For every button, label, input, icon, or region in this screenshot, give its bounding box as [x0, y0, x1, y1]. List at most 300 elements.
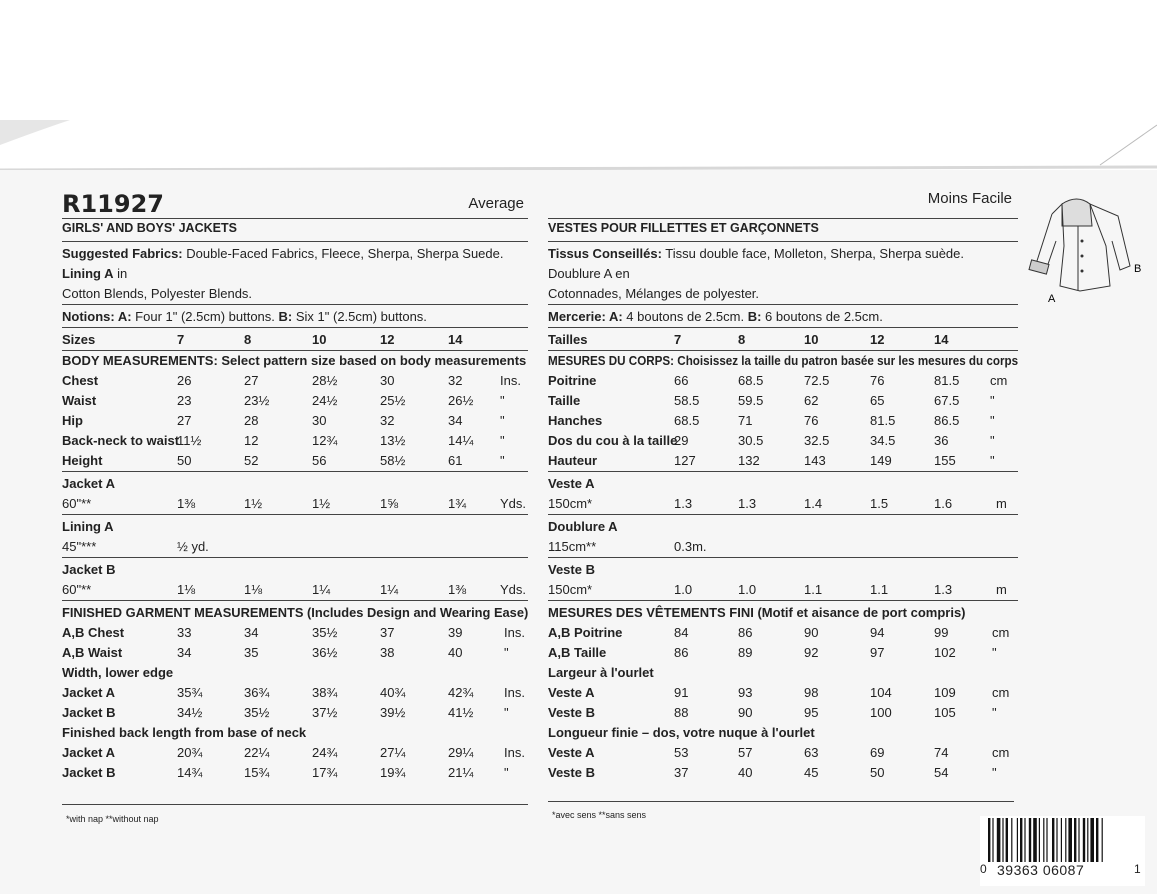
width-heading-fr [548, 663, 1018, 683]
width-heading [62, 663, 528, 683]
jacket-sketch-icon [1022, 186, 1152, 306]
value-cell: 102 [934, 645, 956, 660]
value-cell: 57 [738, 745, 753, 760]
value-cell: 92 [804, 645, 819, 660]
row-label: Veste A [548, 745, 595, 760]
yardage-cell: 1.0 [738, 582, 757, 597]
row-label: Veste B [548, 765, 595, 780]
header [62, 190, 528, 219]
yardage-cell: 1.1 [870, 582, 889, 597]
notions-b-label: B: [274, 309, 293, 324]
value-cell: 30 [312, 413, 327, 428]
value-cell: 22¼ [244, 745, 270, 760]
row-label: A,B Chest [62, 625, 125, 640]
table-row [62, 763, 528, 783]
barcode-bar [1056, 818, 1057, 862]
sizes-row-fr [548, 328, 1018, 351]
jacket-b-label: Jacket B [62, 562, 116, 577]
value-cell: 38 [380, 645, 395, 660]
lining-a-yardage-row [62, 537, 528, 558]
row-label: Jacket A [62, 745, 115, 760]
value-cell: 17¾ [312, 765, 338, 780]
fabrics-label-fr: Tissus Conseillés: [548, 246, 662, 261]
size-cell: 12 [870, 332, 885, 347]
unit-cell: cm [992, 685, 1010, 700]
lining-a-label-row [62, 517, 528, 537]
value-cell: 11½ [177, 433, 202, 448]
value-cell: 62 [804, 393, 819, 408]
barcode-bar [1043, 818, 1044, 862]
header-fr [548, 190, 1018, 218]
lining-a-width: 45"*** [62, 539, 97, 554]
barcode-right-digit: 1 [1134, 862, 1141, 876]
table-row [62, 391, 528, 411]
notions-b-text: Six 1" (2.5cm) buttons. [292, 309, 427, 324]
barcode-number: 39363 06087 [997, 862, 1085, 878]
yardage-cell: 1.0 [674, 582, 693, 597]
value-cell: 104 [870, 685, 892, 700]
label-a: A [1048, 293, 1056, 305]
row-label: Chest [62, 373, 99, 388]
value-cell: 58½ [380, 453, 406, 468]
value-cell: 39 [448, 625, 463, 640]
notions-text-fr: 4 boutons de 2.5cm. [622, 309, 745, 324]
value-cell: 155 [934, 453, 956, 468]
yardage-cell: 1.4 [804, 496, 823, 511]
value-cell: 63 [804, 745, 819, 760]
width-table [62, 683, 528, 723]
body-table [62, 371, 528, 472]
barcode-bar [1029, 818, 1031, 862]
value-cell: 37 [674, 765, 689, 780]
unit-cell: Ins. [504, 745, 525, 760]
value-cell: 76 [870, 373, 885, 388]
value-cell: 35½ [312, 625, 338, 640]
value-cell: 39½ [380, 705, 406, 720]
width-heading-text: Width, lower edge [62, 665, 174, 680]
size-cell: 7 [177, 332, 185, 347]
finished-table-fr [548, 623, 1018, 663]
value-cell: 40 [448, 645, 463, 660]
value-cell: 32.5 [804, 433, 830, 448]
barcode-bar [1102, 818, 1103, 862]
unit-cell: " [992, 645, 997, 660]
value-cell: 86 [674, 645, 689, 660]
value-cell: 56 [312, 453, 327, 468]
unit-cell: " [990, 433, 995, 448]
barcode-bar [1083, 818, 1085, 862]
body-heading [62, 351, 528, 371]
table-row [548, 643, 1018, 663]
veste-b-width: 150cm* [548, 582, 593, 597]
value-cell: 37½ [312, 705, 338, 720]
value-cell: 36¾ [244, 685, 270, 700]
value-cell: 52 [244, 453, 259, 468]
unit-cell: cm [990, 373, 1008, 388]
value-cell: 76 [804, 413, 819, 428]
size-cell: 14 [448, 332, 463, 347]
barcode-bars [988, 818, 1138, 862]
jacket-b-label-row [62, 560, 528, 580]
fabrics-label: Suggested Fabrics: [62, 246, 183, 261]
table-row [548, 431, 1018, 451]
fabrics-line2-fr: Cotonnades, Mélanges de polyester. [548, 284, 1018, 305]
notions-text: Four 1" (2.5cm) buttons. [131, 309, 275, 324]
yardage-cell: ½ yd. [177, 539, 209, 554]
barcode-bar [997, 818, 1001, 862]
yardage-cell: 1¾ [448, 496, 467, 511]
row-label: A,B Waist [62, 645, 123, 660]
doublure-a-label: Doublure A [548, 519, 618, 534]
row-label: A,B Taille [548, 645, 607, 660]
size-cell: 10 [804, 332, 819, 347]
value-cell: 143 [804, 453, 826, 468]
value-cell: 27 [244, 373, 259, 388]
value-cell: 12 [244, 433, 259, 448]
barcode-bar [988, 818, 990, 862]
table-row [548, 451, 1018, 471]
unit-cell: m [996, 496, 1007, 511]
value-cell: 35½ [244, 705, 270, 720]
row-label: Height [62, 453, 103, 468]
table-row [548, 411, 1018, 431]
value-cell: 100 [870, 705, 892, 720]
table-row [62, 431, 528, 451]
value-cell: 81.5 [870, 413, 896, 428]
unit-cell: " [990, 413, 995, 428]
value-cell: 23½ [244, 393, 270, 408]
value-cell: 90 [738, 705, 753, 720]
value-cell: 34 [448, 413, 463, 428]
yardage-cell: 1.6 [934, 496, 953, 511]
value-cell: 38¾ [312, 685, 338, 700]
value-cell: 84 [674, 625, 689, 640]
table-row [62, 371, 528, 391]
barcode-bar [1017, 818, 1018, 862]
notions [62, 305, 528, 328]
value-cell: 28 [244, 413, 259, 428]
value-cell: 45 [804, 765, 819, 780]
notions-b-text-fr: 6 boutons de 2.5cm. [761, 309, 883, 324]
finished-heading-text-fr: MESURES DES VÊTEMENTS FINI (Motif et aisance de port compris) [548, 605, 966, 620]
unit-cell: " [504, 645, 509, 660]
veste-b-label: Veste B [548, 562, 595, 577]
table-row [62, 623, 528, 643]
fabrics-line2: Cotton Blends, Polyester Blends. [62, 284, 528, 305]
label-b: B [1134, 263, 1142, 275]
value-cell: 14¾ [177, 765, 203, 780]
value-cell: 13½ [380, 433, 406, 448]
value-cell: 42¾ [448, 685, 474, 700]
length-heading-text-fr: Longueur finie – dos, votre nuque à l'ourlet [548, 725, 815, 740]
yardage-cell: 1⅛ [244, 582, 263, 597]
barcode-bar [1011, 818, 1012, 862]
value-cell: 67.5 [934, 393, 960, 408]
value-cell: 72.5 [804, 373, 830, 388]
value-cell: 66 [674, 373, 689, 388]
yardage-cell: 1¼ [312, 582, 331, 597]
lining-label: Lining A [62, 266, 114, 281]
table-row [548, 391, 1018, 411]
barcode-bar [1087, 818, 1088, 862]
barcode-bar [1006, 818, 1008, 862]
value-cell: 26½ [448, 393, 474, 408]
footnote-rule-fr [548, 801, 1014, 802]
body-heading-text: BODY MEASUREMENTS: Select pattern size based on body measurements [62, 353, 527, 368]
barcode-bar [1002, 818, 1003, 862]
english-column [62, 190, 528, 783]
value-cell: 29 [674, 433, 689, 448]
table-row [62, 683, 528, 703]
barcode-bar [1033, 818, 1037, 862]
sizes-label-fr: Tailles [548, 332, 588, 347]
unit-cell: cm [992, 745, 1010, 760]
difficulty-label: Average [468, 195, 524, 212]
jacket-a-width: 60"** [62, 496, 92, 511]
table-row [548, 703, 1018, 723]
value-cell: 24¾ [312, 745, 338, 760]
unit-cell: cm [992, 625, 1010, 640]
unit-cell: Ins. [504, 685, 525, 700]
table-row [62, 743, 528, 763]
value-cell: 54 [934, 765, 949, 780]
value-cell: 68.5 [738, 373, 764, 388]
value-cell: 25½ [380, 393, 406, 408]
row-label: Taille [548, 393, 581, 408]
value-cell: 105 [934, 705, 956, 720]
jacket-b-width: 60"** [62, 582, 92, 597]
value-cell: 15¾ [244, 765, 270, 780]
value-cell: 90 [804, 625, 819, 640]
width-heading-text-fr: Largeur à l'ourlet [548, 665, 654, 680]
value-cell: 23 [177, 393, 192, 408]
body-heading-fr [548, 351, 1018, 371]
unit-cell: " [990, 393, 995, 408]
finished-heading [62, 603, 528, 623]
length-table-fr [548, 743, 1018, 783]
yardage-cell: 1⅜ [448, 582, 467, 597]
value-cell: 40¾ [380, 685, 406, 700]
lining-a-label: Lining A [62, 519, 114, 534]
value-cell: 58.5 [674, 393, 700, 408]
yardage-cell: 1⅛ [177, 582, 196, 597]
row-label: Veste A [548, 685, 595, 700]
value-cell: 29¼ [448, 745, 474, 760]
footnote-rule [62, 804, 528, 805]
value-cell: 97 [870, 645, 885, 660]
finished-heading-text: FINISHED GARMENT MEASUREMENTS (Includes Design and Wearing Ease) [62, 605, 529, 620]
sizes-row [62, 328, 528, 351]
row-label: Jacket B [62, 705, 116, 720]
value-cell: 32 [380, 413, 395, 428]
unit-cell: Ins. [500, 373, 521, 388]
unit-cell: " [504, 705, 509, 720]
yardage-cell: 0.3m. [674, 539, 707, 554]
value-cell: 68.5 [674, 413, 700, 428]
value-cell: 41½ [448, 705, 474, 720]
value-cell: 30 [380, 373, 395, 388]
value-cell: 27 [177, 413, 192, 428]
value-cell: 53 [674, 745, 689, 760]
value-cell: 37 [380, 625, 395, 640]
value-cell: 19¾ [380, 765, 406, 780]
yardage-cell: 1.3 [738, 496, 757, 511]
french-column [548, 190, 1018, 783]
unit-cell: m [996, 582, 1007, 597]
barcode-bar [1074, 818, 1076, 862]
value-cell: 36½ [312, 645, 338, 660]
pattern-code: R11927 [62, 190, 164, 218]
suggested-fabrics [62, 242, 528, 284]
value-cell: 94 [870, 625, 885, 640]
unit-cell: " [504, 765, 509, 780]
barcode-bar [1065, 818, 1066, 862]
value-cell: 40 [738, 765, 753, 780]
value-cell: 59.5 [738, 393, 764, 408]
value-cell: 35 [244, 645, 259, 660]
unit-cell: Yds. [500, 582, 527, 597]
pattern-title-fr: VESTES POUR FILLETTES ET GARÇONNETS [548, 218, 1018, 242]
unit-cell: Ins. [504, 625, 525, 640]
value-cell: 14¼ [448, 433, 474, 448]
value-cell: 34 [244, 625, 259, 640]
barcode-bar [1068, 818, 1072, 862]
barcode-bar [1078, 818, 1079, 862]
value-cell: 21¼ [448, 765, 474, 780]
length-heading-fr [548, 723, 1018, 743]
lining-text: in [113, 266, 128, 281]
value-cell: 35¾ [177, 685, 203, 700]
value-cell: 86.5 [934, 413, 960, 428]
value-cell: 149 [870, 453, 892, 468]
yardage-cell: 1.5 [870, 496, 889, 511]
footnote-fr: *avec sens **sans sens [552, 810, 647, 820]
size-cell: 10 [312, 332, 327, 347]
barcode-bar [1052, 818, 1054, 862]
value-cell: 34 [177, 645, 192, 660]
value-cell: 99 [934, 625, 949, 640]
barcode-bar [1024, 818, 1025, 862]
value-cell: 26 [177, 373, 192, 388]
notions-fr [548, 305, 1018, 328]
size-cell: 12 [380, 332, 395, 347]
value-cell: 109 [934, 685, 956, 700]
row-label: Jacket A [62, 685, 115, 700]
veste-a-label: Veste A [548, 476, 595, 491]
yardage-cell: 1.1 [804, 582, 823, 597]
value-cell: 24½ [312, 393, 338, 408]
value-cell: 127 [674, 453, 696, 468]
value-cell: 34.5 [870, 433, 896, 448]
value-cell: 27¼ [380, 745, 406, 760]
value-cell: 32 [448, 373, 463, 388]
value-cell: 30.5 [738, 433, 764, 448]
yardage-cell: 1⅝ [380, 496, 399, 511]
length-heading-text: Finished back length from base of neck [62, 725, 307, 740]
table-row [62, 411, 528, 431]
unit-cell: " [500, 393, 505, 408]
row-label: Hanches [548, 413, 603, 428]
barcode-left-digit: 0 [980, 862, 987, 876]
body-table-fr [548, 371, 1018, 472]
barcode-bar [1020, 818, 1022, 862]
value-cell: 36 [934, 433, 949, 448]
pattern-title: GIRLS' AND BOYS' JACKETS [62, 219, 528, 242]
yardage-cell: 1½ [312, 496, 331, 511]
table-row [548, 683, 1018, 703]
value-cell: 50 [177, 453, 192, 468]
table-row [62, 703, 528, 723]
unit-cell: " [500, 413, 505, 428]
doublure-a-width: 115cm** [548, 539, 597, 554]
sizes-label: Sizes [62, 332, 96, 347]
value-cell: 33 [177, 625, 192, 640]
table-row [548, 371, 1018, 391]
row-label: Back-neck to waist [62, 433, 180, 448]
row-label: Hauteur [548, 453, 598, 468]
finished-heading-fr [548, 603, 1018, 623]
yardage-cell: 1.3 [674, 496, 693, 511]
barcode-bar [1046, 818, 1047, 862]
barcode-bar [1090, 818, 1094, 862]
value-cell: 98 [804, 685, 819, 700]
value-cell: 132 [738, 453, 760, 468]
row-label: Waist [62, 393, 97, 408]
row-label: A,B Poitrine [548, 625, 623, 640]
table-row [62, 643, 528, 663]
barcode-bar [1039, 818, 1040, 862]
veste-a-label-row [548, 474, 1018, 494]
veste-b-label-row [548, 560, 1018, 580]
row-label: Hip [62, 413, 83, 428]
row-label: Dos du cou à la taille [548, 433, 678, 448]
value-cell: 81.5 [934, 373, 960, 388]
jacket-a-label: Jacket A [62, 476, 115, 491]
barcode-bar [1096, 818, 1098, 862]
table-row [548, 763, 1018, 783]
fabrics-fr [548, 242, 1018, 284]
value-cell: 89 [738, 645, 753, 660]
value-cell: 12¾ [312, 433, 338, 448]
unit-cell: Yds. [500, 496, 527, 511]
table-row [62, 451, 528, 471]
notions-b-label-fr: B: [744, 309, 762, 324]
value-cell: 34½ [177, 705, 203, 720]
table-row [548, 743, 1018, 763]
value-cell: 69 [870, 745, 885, 760]
veste-a-width: 150cm* [548, 496, 593, 511]
row-label: Veste B [548, 705, 595, 720]
yardage-cell: 1½ [244, 496, 263, 511]
notions-label: Notions: A: [62, 309, 132, 324]
veste-b-metrage-row [548, 580, 1018, 601]
value-cell: 93 [738, 685, 753, 700]
size-cell: 14 [934, 332, 949, 347]
barcode [980, 816, 1145, 886]
value-cell: 74 [934, 745, 949, 760]
value-cell: 86 [738, 625, 753, 640]
finished-table [62, 623, 528, 663]
size-cell: 8 [244, 332, 252, 347]
doublure-a-label-row [548, 517, 1018, 537]
value-cell: 88 [674, 705, 689, 720]
footnote-en: *with nap **without nap [66, 814, 159, 824]
value-cell: 71 [738, 413, 753, 428]
unit-cell: " [992, 765, 997, 780]
size-cell: 7 [674, 332, 682, 347]
unit-cell: " [992, 705, 997, 720]
length-heading [62, 723, 528, 743]
